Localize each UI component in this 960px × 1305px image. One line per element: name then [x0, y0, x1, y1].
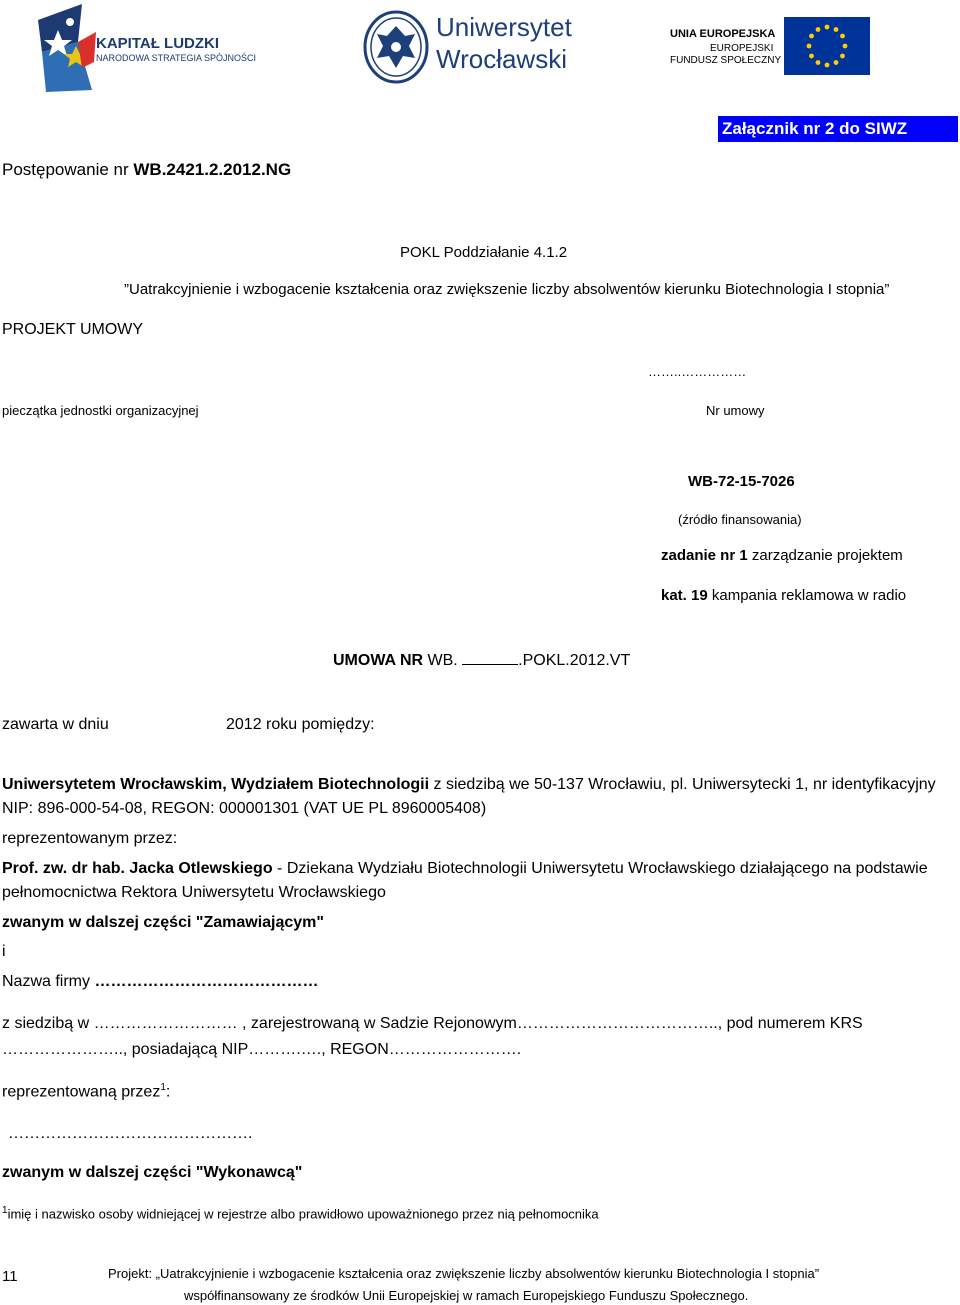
funding-code: WB-72-15-7026 [688, 473, 795, 490]
concluded-text: 2012 roku pomiędzy: [226, 716, 375, 733]
party2-rep-dots: ………………………………………. [8, 1125, 253, 1142]
party1-rep-role: - Dziekana Wydziału Biotechnologii Uniwersytetu Wrocławskiego działającego na podstawie [272, 860, 928, 877]
contract-number-label: Nr umowy [706, 403, 765, 418]
concluded-label: zawarta w dniu [2, 716, 109, 733]
party1-rep-name: Prof. zw. dr hab. Jacka Otlewskiego [2, 860, 273, 877]
project-title: ”Uatrakcyjnienie i wzbogacenie kształcenia oraz zwiększenie liczby absolwentów kierunku Biotechnologia I stopnia” [124, 281, 890, 298]
contract-title [333, 650, 630, 670]
party1-rep-line2: pełnomocnictwa Rektora Uniwersytetu Wrocławskiego [2, 884, 386, 901]
party1-representative [2, 860, 928, 878]
party2-seat-line: z siedzibą w ……………………… , zarejestrowaną w Sadzie Rejonowym……………………………….., pod numerem KRS [2, 1015, 863, 1032]
eu-flag-icon [784, 17, 870, 75]
draft-label: PROJEKT UMOWY [2, 321, 144, 338]
party2-called: zwanym w dalszej części "Wykonawcą" [2, 1164, 303, 1181]
party2-colon: : [165, 1083, 171, 1101]
party1-represented-label: reprezentowanym przez: [2, 830, 178, 847]
party1-line1 [2, 776, 936, 794]
task-number: zadanie nr 1 [661, 547, 748, 564]
contract-number-dots: ……..…………… [648, 364, 747, 379]
university-name-line2: Wrocławski [436, 44, 567, 74]
stamp-label: pieczątka jednostki organizacyjnej [2, 403, 199, 418]
task-name: zarządzanie projektem [747, 547, 903, 564]
page-number: 11 [2, 1268, 18, 1285]
footnote-ref: 1 [160, 1082, 166, 1093]
procedure-number [2, 160, 291, 180]
contract-title-tail: .POKL.2012.VT [518, 652, 631, 669]
footnote-mark: 1 [2, 1205, 8, 1216]
party2-firm-dots: …………………………………… [90, 973, 319, 990]
category-line [661, 587, 906, 604]
party1-address: z siedzibą we 50-137 Wrocławiu, pl. Uniwersytecki 1, nr identyfikacyjny [429, 776, 936, 793]
esf-label-line2: FUNDUSZ SPOŁECZNY [670, 55, 782, 66]
category-name: kampania reklamowa w radio [707, 587, 907, 604]
party1-name: Uniwersytetem Wrocławskim, Wydziałem Biotechnologii [2, 776, 430, 793]
university-name-line1: Uniwersytet [436, 12, 572, 42]
contract-title-bold: UMOWA NR [333, 652, 424, 669]
eu-label: UNIA EUROPEJSKA [670, 28, 776, 40]
footer-project: Projekt: „Uatrakcyjnienie i wzbogacenie kształcenia oraz zwiększenie liczby absolwentów kierunku Biotechnologia I stopnia” [108, 1266, 820, 1281]
category-number: kat. 19 [661, 587, 708, 604]
task-line [661, 547, 903, 564]
university-emblem-icon [363, 10, 429, 84]
kapital-ludzki-title: KAPITAŁ LUDZKI [96, 35, 220, 52]
party1-called: zwanym w dalszej części "Zamawiającym" [2, 914, 324, 931]
footnote-text: imię i nazwisko osoby widniejącej w rejestrze albo prawidłowo upoważnionego przez nią pełnomocnika [7, 1206, 599, 1222]
program-subaction: POKL Poddziałanie 4.1.2 [400, 244, 568, 261]
contract-title-wb: WB. [423, 652, 463, 669]
party1-ids: NIP: 896-000-54-08, REGON: 000001301 (VAT UE PL 8960005408) [2, 800, 487, 817]
party2-firm-label: Nazwa firmy [2, 973, 91, 990]
and-connector: i [2, 943, 6, 960]
footnote [2, 1205, 599, 1221]
esf-label-line1: EUROPEJSKI [710, 43, 774, 54]
procedure-prefix: Postępowanie nr [2, 160, 134, 179]
kapital-ludzki-subtitle: NARODOWA STRATEGIA SPÓJNOŚCI [96, 53, 257, 63]
annex-label: Załącznik nr 2 do SIWZ [718, 116, 958, 142]
funding-source-label: (źródło finansowania) [678, 512, 802, 527]
party2-firm-line [2, 973, 318, 991]
procedure-code: WB.2421.2.2012.NG [133, 160, 292, 179]
blank-line [462, 650, 518, 665]
party2-nip-line: ………………….., posiadającą NIP……….…., REGON……………………. [2, 1041, 522, 1058]
party2-represented-text: reprezentowaną przez [2, 1083, 161, 1101]
footer-cofunded: współfinansowany ze środków Unii Europejskiej w ramach Europejskiego Funduszu Społecznego. [184, 1288, 749, 1303]
party2-represented-label [2, 1082, 170, 1101]
